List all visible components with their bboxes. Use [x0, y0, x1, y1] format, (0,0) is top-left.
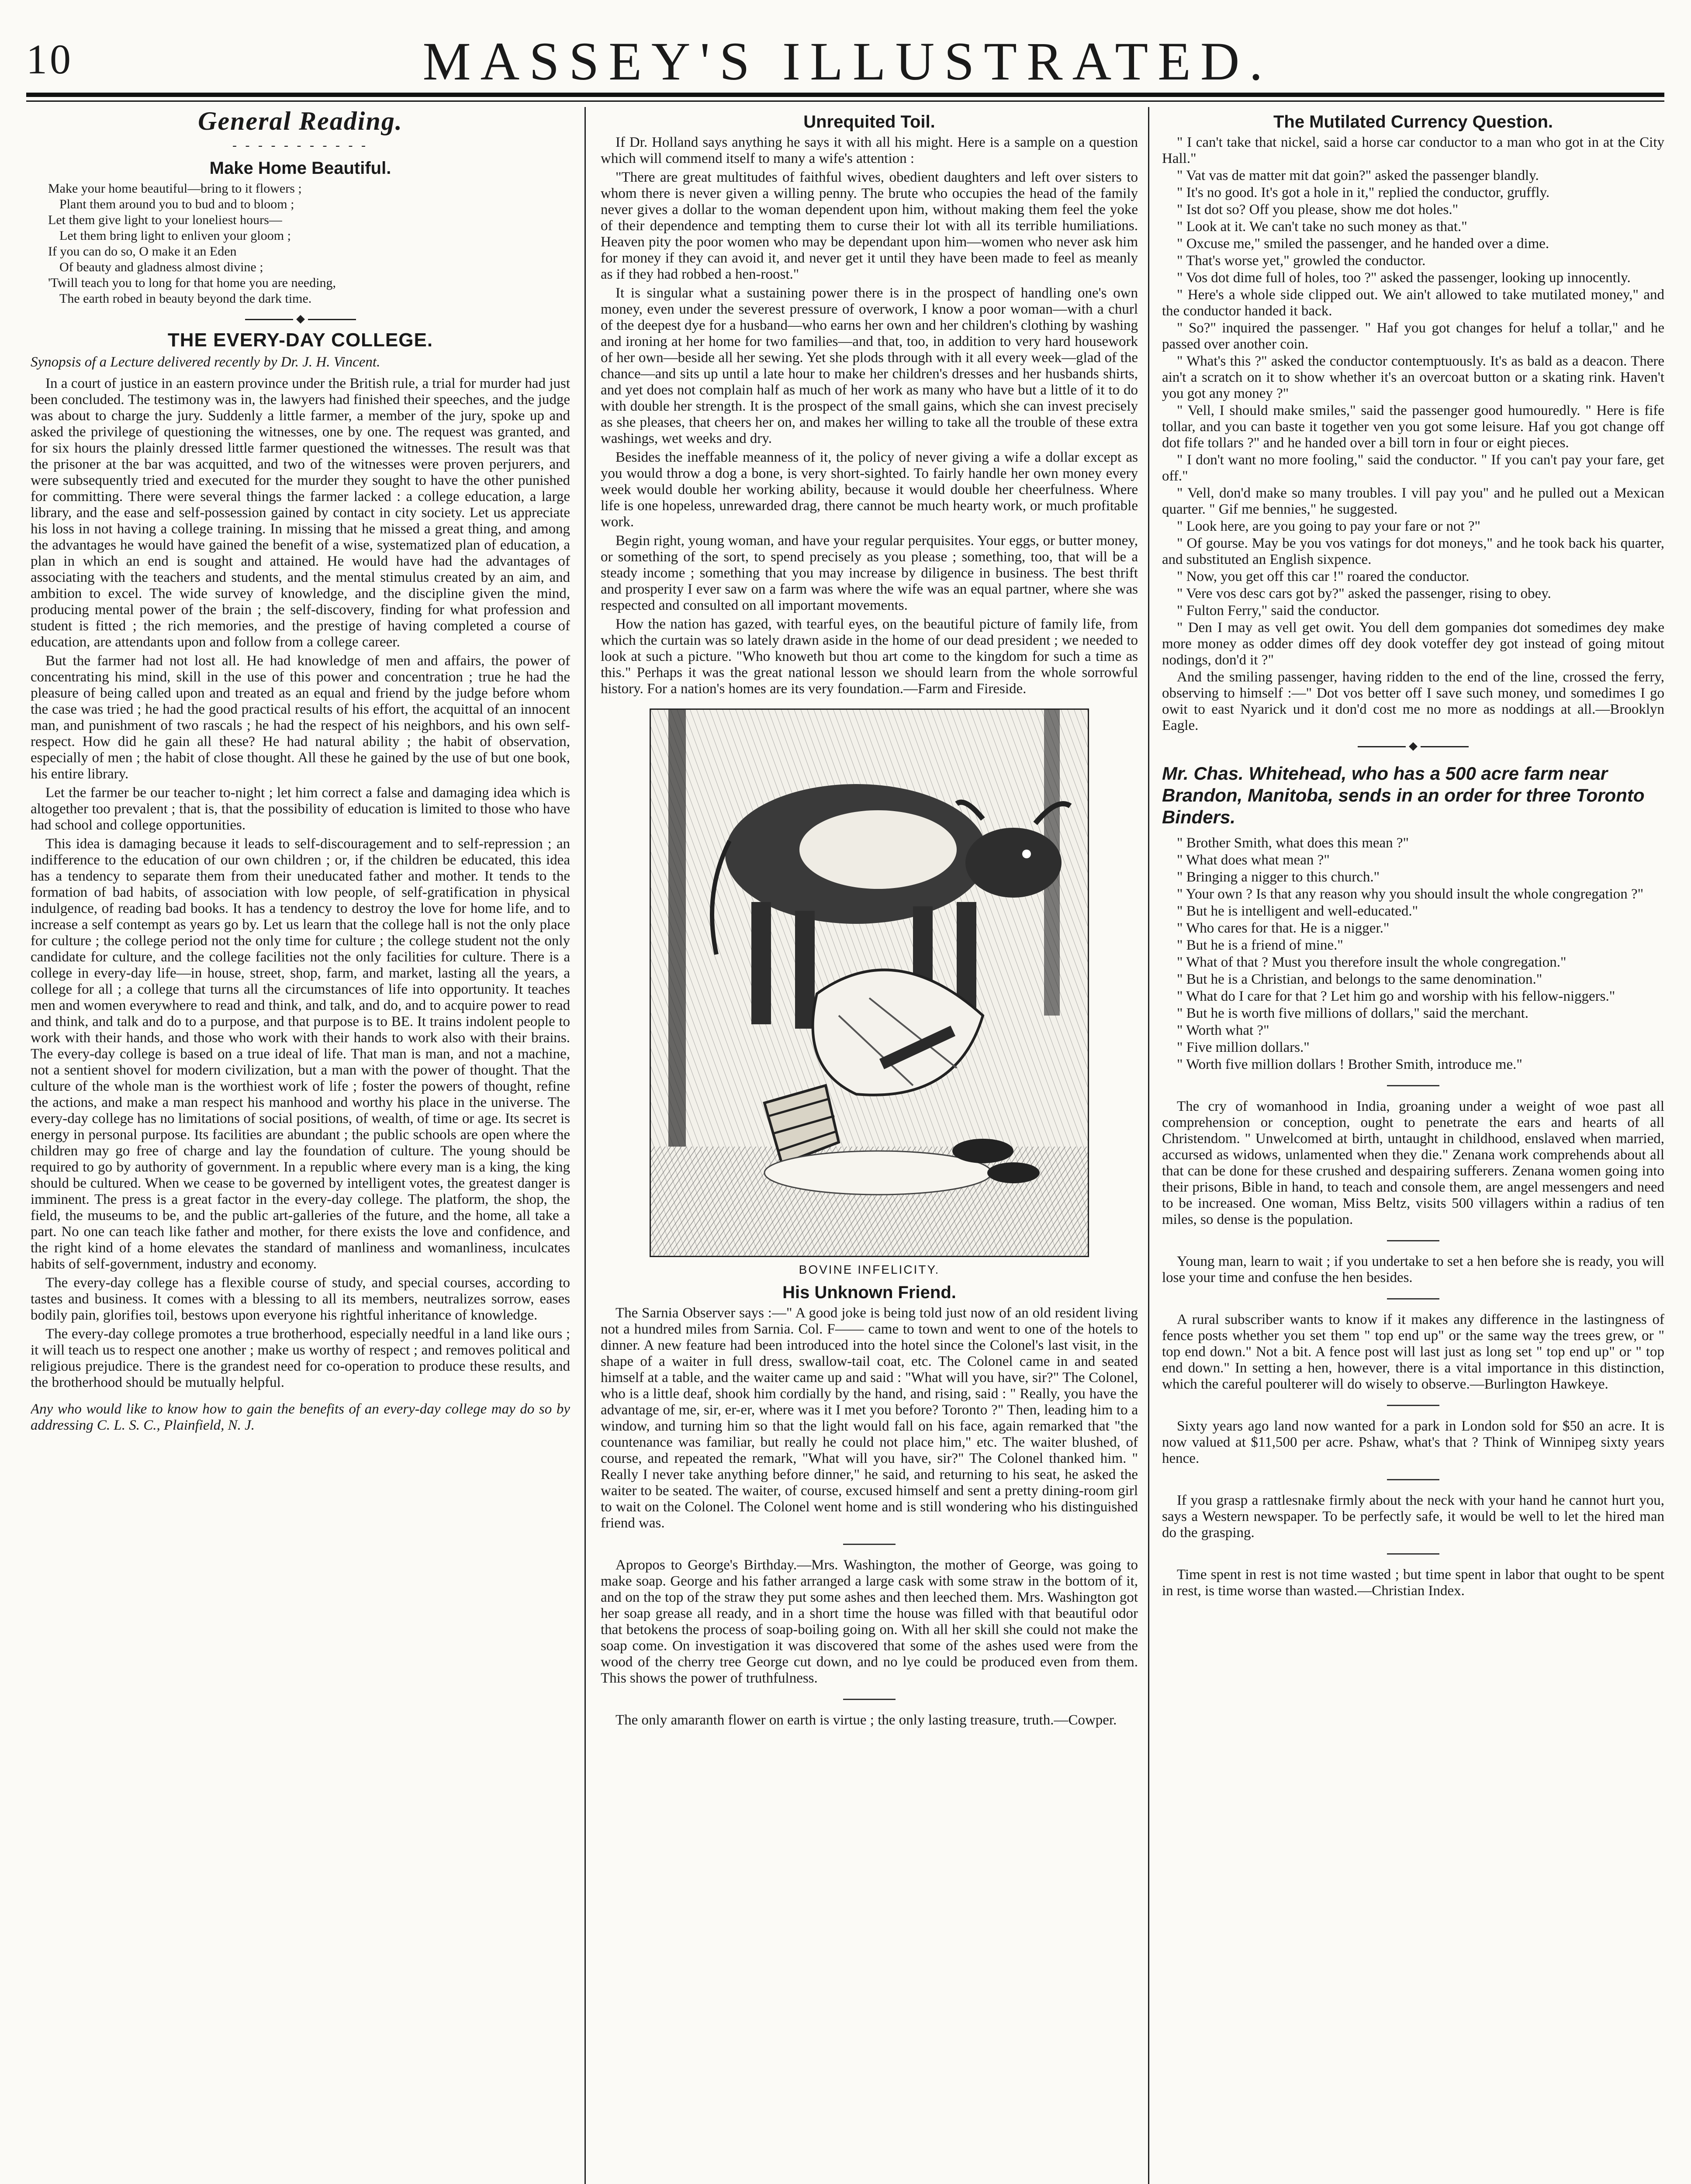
paragraph: This idea is damaging because it leads to self-discouragement and to self-repression ; an indifference to the education of our own children ; or, if the children be educated, this idea has a tendency to separate them from their uneducated father and mother. It tends to the formation of bad habits, of association with low people, of self-gratification in physical indulgence, of reading bad books. It has a tendency to destroy the love for home life, and to increase a self contempt as years go by. Let us learn that the college hall is not the only place for culture ; the college period not the only time for culture ; the college student not the only candidate for culture, and the college facilities not the only facilities for culture. There is a college in every-day life—in house, street, shop, farm, and market, lasting all the years, a college for all ; a college that turns all the circumstances of life into opportunity. It teaches men and women everywhere to read and think, and talk, and do, and to acquire power to read and think, and talk and do to a purpose, and that purpose is to BE. It trains indolent people to work with their hands, and those who work with their hands to work also with their brains. The every-day college is based on a true ideal of life. That man is man, and not a machine, not a sentient shovel for modern civilization, but a man with the power of thought. That the culture of the whole man is the worthiest work of life ; foster the powers of thought, refine the actions, and make a man respect his manhood and worthy his place in the universe. The every-day college has no limitations of social positions, of wealth, of time or age. Its secret is energy in personal purpose. Its facilities are abundant ; the public schools are open where the children may go free of charge and lay the foundation of culture. The young should be required to go by authority of government. In a republic where every man is a king, the king should be cultured. When we cease to be governed by intelligent votes, the greatest danger is imminent. The press is a great factor in the every-day college. The platform, the shop, the field, the museums to be, and the public art-galleries of the future, and the home, all take a part. No one can teach like father and mother, for there exists the love and confidence, and the right kind of a home elevates the standard of manliness and womanliness, inculcates habits of self-government, industry and economy. [31, 836, 570, 1272]
dialogue-line: " Here's a whole side clipped out. We ain't allowed to take mutilated money," and the conductor handed it back. [1162, 287, 1664, 319]
footnote: Any who would like to know how to gain the benefits of an every-day college may do so by addressing C. L. S. C., Plainfield, N. J. [31, 1401, 570, 1433]
paragraph: Apropos to George's Birthday.—Mrs. Washington, the mother of George, was going to make soap. George and his father arranged a large cask with some straw in the bottom of it, and on the top of the straw they put some ashes and then leeched them. Mrs. Washington got her soap grease all ready, and in a short time the house was filled with that beautiful odor that betokens the process of soap-boiling going on. With all her skill she could not make the soap come. On investigation it was discovered that some of the ashes used were from the wood of the cherry tree George cut down, and no lye could be produced even from them. This shows the power of truthfulness. [601, 1557, 1138, 1686]
paragraph: The cry of womanhood in India, groaning under a weight of woe past all comprehension or conception, ought to penetrate the ears and hearts of all Christendom. " Unwelcomed at birth, untaught in childhood, enslaved when married, accursed as widows, unlamented when they die." Zenana work comprehends about all that can be done for these crushed and despairing sufferers. Zenana women going into their prisons, Bible in hand, to teach and console them, are angel messengers and need to be increased. One woman, Miss Beltz, visits 500 villagers within a radius of ten miles, so dense is the population. [1162, 1099, 1664, 1227]
short-rule [1387, 1298, 1439, 1299]
paragraph: A rural subscriber wants to know if it makes any difference in the lastingness of fence posts whether you set them " top end up" or the same way the trees grew, or " top end down." Not a bit. A fence post will last just as long set " top end up" or " top end down." In setting a hen, however, there is a vital importance in this distinction, which the careful poulterer will do wisely to observe.—Burlington Hawkeye. [1162, 1312, 1664, 1392]
dialogue-line: " Vell, don'd make so many troubles. I vill pay you" and he pulled out a Mexican quarter. " Gif me bennies," he suggested. [1162, 485, 1664, 517]
dialogue-line: " Of gourse. May be you vos vatings for dot moneys," and he took back his quarter, and substituted an English sixpence. [1162, 536, 1664, 567]
dialogue-line: " Worth five million dollars ! Brother Smith, introduce me." [1177, 1057, 1522, 1072]
ornament-divider [31, 316, 570, 322]
dialogue-line: " But he is a friend of mine." [1177, 937, 1343, 953]
section-title: General Reading. [198, 107, 403, 135]
short-rule [1387, 1085, 1439, 1086]
paragraph: The every-day college has a flexible course of study, and special courses, according to tastes and business. It comes with a blessing to all its members, neutralizes sorrow, eases bodily pain, glorifies toil, bestows upon everyone his rightful inheritance of knowledge. [31, 1275, 570, 1323]
poem-title: Make Home Beautiful. [209, 159, 391, 178]
dialogue-line: " But he is a Christian, and belongs to the same denomination." [1177, 971, 1542, 987]
paragraph: If you grasp a rattlesnake firmly about the neck with your hand he cannot hurt you, says a Western newspaper. To be perfectly safe, it would be well to let the hired man do the grasping. [1162, 1493, 1664, 1541]
page-header [26, 17, 1669, 96]
dialogue-line: " Now, you get off this car !" roared the conductor. [1177, 569, 1470, 584]
paragraph: The Sarnia Observer says :—" A good joke is being told just now of an old resident living not a hundred miles from Sarnia. Col. F—— came to town and went to one of the hotels to dinner. A new feature had been introduced into the hotel since the Colonel's last visit, in the shape of a waiter in full dress, swallow-tail coat, etc. The Colonel came in and seated himself at a table, and the waiter came up and said : "What will you have, sir?" The Colonel, who is a little deaf, shook him cordially by the hand, and rising, said : " Really, you have the advantage of me, sir, er-er, where was it I met you before? Toronto ?" Then, leading him to a window, and turning him so that the light would fall on his face, again remarked that "the countenance was familiar, but really he could not place him," etc. The waiter blushed, of course, and repeated the remark, "What will you have, sir?" The Colonel thanked him. " Really I never take anything before dinner," he said, and returning to his seat, he asked the waiter to be seated. The waiter, of course, excused himself and sent a pretty dining-room girl to wait on the Colonel. The Colonel went home and is still wondering who his distinguished friend was. [601, 1305, 1138, 1531]
column-divider [584, 107, 586, 2184]
article-title: The Mutilated Currency Question. [1273, 112, 1553, 131]
poem-line: 'Twill teach you to long for that home you are needing, [48, 276, 336, 290]
header-rule-thick [26, 93, 1664, 97]
header-rule-thin [26, 100, 1664, 102]
dialogue-line: " Vat vas de matter mit dat goin?" asked the passenger blandly. [1177, 168, 1539, 183]
dialogue-line: " Who cares for that. He is a nigger." [1177, 920, 1390, 936]
poem-line: The earth robed in beauty beyond the dark time. [59, 291, 312, 306]
dialogue-line: " Look here, are you going to pay your fare or not ?" [1177, 518, 1480, 534]
short-rule [1387, 1479, 1439, 1480]
dialogue-line: " What's this ?" asked the conductor contemptuously. It's as bald as a deacon. There ain't a scratch on it to show whether it's an overcoat button or a skating rink. Haven't you got any money ?" [1162, 353, 1664, 401]
paragraph: The every-day college promotes a true brotherhood, especially needful in a land like ours ; it will teach us to respect one another ; make us worthy of respect ; and removes political and religious prejudice. There is the grandest need for co-operation to produce these results, and the brotherhood should be mutually helpful. [31, 1326, 570, 1390]
dialogue-line: " Vere vos desc cars got by?" asked the passenger, rising to obey. [1177, 586, 1551, 601]
column-middle [601, 107, 1138, 2184]
short-rule [843, 1544, 896, 1545]
dialogue-line: " But he is intelligent and well-educated." [1177, 903, 1418, 919]
paragraph: In a court of justice in an eastern province under the British rule, a trial for murder had just been concluded. The testimony was in, the lawyers had finished their speeches, and the judge was about to charge the jury. Suddenly a little farmer, a member of the jury, spoke up and asked the privilege of questioning the witnesses, one by one. The request was granted, and for six hours the plainly dressed little farmer questioned the witnesses. The result was that the prisoner at the bar was acquitted, and two of the witnesses were proven perjurers, and were subsequently tried and executed for the murder they sought to have the other punished for committing. There were several things the farmer lacked : a college education, a large library, and the ease and self-possession gained by contact in city society. Let us appreciate his loss in not having a college training. In missing that he missed a great thing, and among the advantages he would have gained the benefit of a wise, systematized plan of education, a plan in which an end is sought and attained. He would have had the advantages of associating with the teachers and students, and the mental stimulus created by an aim, and ambition to excel. The wide survey of knowledge, and the discipline given the mind, producing mental power of the brain ; the self-discovery, finding for what profession and student is fitted ; the rich memories, and the prestige of having completed a course of education, are attendants upon and follow from a college career. [31, 376, 570, 650]
illustration [650, 708, 1089, 1257]
poem-line: Plant them around you to bud and to bloom ; [59, 197, 294, 211]
dialogue-line: " Den I may as vell get owit. You dell dem gompanies dot somedimes dey make more money as odder dimes off dey dook voteffer dey got instead of going mitout nodings, don'd it ?" [1162, 620, 1664, 668]
paragraph: But the farmer had not lost all. He had knowledge of men and affairs, the power of concentrating his mind, skill in the use of this power and concentration ; true he had the pleasure of being called upon and treated as an equal and friend by the judge before whom the case was tried ; he had the good practical results of his effort, the acquittal of an innocent man, and punishment of two rascals ; he had the respect of his neighbors, and his own self-respect. How did he gain all these? He had natural ability ; the habit of observation, especially of men ; the habit of close thought. All these he gained by the use of but one book, his entire library. [31, 653, 570, 782]
paragraph: Young man, learn to wait ; if you undertake to set a hen before she is ready, you will lose your time and confuse the hen besides. [1162, 1254, 1664, 1286]
column-divider [1148, 107, 1149, 2184]
column-left [31, 107, 570, 2184]
dialogue-line: " Your own ? Is that any reason why you should insult the whole congregation ?" [1177, 886, 1644, 902]
poem-line: Make your home beautiful—bring to it flowers ; [48, 181, 302, 196]
paragraph: Begin right, young woman, and have your regular perquisites. Your eggs, or butter money, or something of the sort, to spend precisely as you please ; something, too, that will be a steady income ; something that you may increase by diligence in business. The best thrift and prosperity I ever saw on a farm was where the wife was an equal partner, where she was respected and consulted on all important movements. [601, 533, 1138, 613]
dialogue-line: " What does what mean ?" [1177, 852, 1330, 868]
dialogue-line: And the smiling passenger, having ridden to the end of the line, crossed the ferry, observing to himself :—" Dot vos better off I save such money, und somedimes I go owit to east Nyarick und it don'd cost me no more as noddings at all.—Brooklyn Eagle. [1162, 669, 1664, 733]
paragraph: The only amaranth flower on earth is virtue ; the only lasting treasure, truth.—Cowper. [616, 1712, 1117, 1728]
short-rule [1387, 1405, 1439, 1406]
short-rule [1387, 1240, 1439, 1241]
paragraph: Let the farmer be our teacher to-night ; let him correct a false and damaging idea which is altogether too prevalent ; that is, that the possibility of education is limited to those who have had school and college opportunities. [31, 785, 570, 833]
article-title: THE EVERY-DAY COLLEGE. [167, 329, 433, 351]
article-title: His Unknown Friend. [782, 1283, 956, 1302]
paragraph: "There are great multitudes of faithful wives, obedient daughters and left over sisters to whom there is never given a willing penny. The brute who occupies the head of the family never gives a dollar to the woman dependent upon him, without making them feel the yoke of their dependence and tempting them to curse their lot with all its terrible humiliations. Heaven pity the poor women who may be dependant upon him—women who never ask him for money if they can avoid it, and never get it until they have been made to feel as meanly as if they had robbed a hen-roost." [601, 169, 1138, 282]
ornament-divider [1162, 743, 1664, 750]
paragraph: Time spent in rest is not time wasted ; but time spent in labor that ought to be spent in rest, is time worse than wasted.—Christian Index. [1162, 1567, 1664, 1599]
column-right [1162, 107, 1664, 2184]
short-rule [1387, 1553, 1439, 1555]
cow-illustration [651, 710, 1088, 1256]
advertisement-heading: Mr. Chas. Whitehead, who has a 500 acre farm near Brandon, Manitoba, sends in an order for three Toronto Binders. [1162, 763, 1645, 827]
poem-line: Of beauty and gladness almost divine ; [59, 260, 263, 274]
dialogue-line: " I don't want no more fooling," said the conductor. " If you can't pay your fare, get off." [1162, 452, 1664, 484]
dialogue-line: " Worth what ?" [1177, 1023, 1269, 1038]
paragraph: How the nation has gazed, with tearful eyes, on the beautiful picture of family life, from which the curtain was so lately drawn aside in the home of our dead president ; we needed to look at such a picture. "Who knoweth but thou art come to the kingdom for such a time as this." Perhaps it was the great national lesson we should learn from the whole sorrowful history. For a nation's homes are its very foundation.—Farm and Fireside. [601, 616, 1138, 697]
dialogue-line: " Fulton Ferry," said the conductor. [1177, 603, 1380, 619]
paragraph: Sixty years ago land now wanted for a park in London sold for $50 an acre. It is now valued at $11,500 per acre. Pshaw, what's that ? Think of Winnipeg sixty years hence. [1162, 1418, 1664, 1466]
poem-line: Let them bring light to enliven your gloom ; [59, 228, 291, 243]
dialogue-line: " What of that ? Must you therefore insult the whole congregation." [1177, 954, 1567, 970]
figure-caption: BOVINE INFELICITY. [799, 1263, 940, 1276]
article-synopsis: Synopsis of a Lecture delivered recently by Dr. J. H. Vincent. [31, 354, 380, 370]
paragraph: It is singular what a sustaining power there is in the prospect of handling one's own money, even under the severest pressure of overwork, I know a poor woman—with a churl of the deepest dye for a husband—who earns her own and her children's clothing by washing and ironing at her home for two families—and that, too, in addition to very hard housework of her own—beside all her sewing. Yet she plods through with it all every week—glad of the chance—and sits up until a late hour to make her children's dresses and her husbands shirts, and yet does not complain half as much of her work as many who have but a little of it to do with double her strength. It is the prospect of the small gains, which she can invest precisely as she pleases, that cheers her on, and makes her willing to take all the trouble of these extra washings, wet weeks and dry. [601, 285, 1138, 446]
paragraph: If Dr. Holland says anything he says it with all his might. Here is a sample on a question which will commend itself to many a wife's attention : [601, 135, 1138, 166]
dialogue-line: " Oxcuse me," smiled the passenger, and he handed over a dime. [1177, 236, 1549, 252]
dialogue-line: " Vell, I should make smiles," said the passenger good humouredly. " Here is fife tollar, and you can baste it together ven you got some leisure. Haf you got change off dot fife tollars ?" and he handed over a bill torn in four or eight pieces. [1162, 403, 1664, 451]
dialogue-line: " That's worse yet," growled the conductor. [1177, 253, 1426, 269]
page-number: 10 [26, 36, 73, 83]
poem-line: If you can do so, O make it an Eden [48, 244, 237, 259]
short-rule [843, 1699, 896, 1700]
dialogue-line: " Five million dollars." [1177, 1040, 1310, 1055]
dialogue-line: " Vos dot dime full of holes, too ?" asked the passenger, looking up innocently. [1177, 270, 1631, 286]
poem-line: Let them give light to your loneliest hours— [48, 213, 282, 227]
article-title: Unrequited Toil. [803, 112, 935, 131]
dialogue-line: " So?" inquired the passenger. " Haf you got changes for heluf a tollar," and he passed over another coin. [1162, 320, 1664, 352]
poem [48, 181, 570, 307]
decorative-dashes: - - - - - - - - - - - [232, 138, 368, 152]
dialogue-line: " Look at it. We can't take no such money as that." [1177, 219, 1467, 235]
dialogue-line: " Ist dot so? Off you please, show me dot holes." [1177, 202, 1459, 218]
dialogue-line: " I can't take that nickel, said a horse car conductor to a man who got in at the City Hall." [1162, 135, 1664, 166]
dialogue-line: " But he is worth five millions of dollars," said the merchant. [1177, 1006, 1529, 1021]
masthead: MASSEY'S ILLUSTRATED. [422, 31, 1273, 91]
dialogue-line: " It's no good. It's got a hole in it," replied the conductor, gruffly. [1177, 185, 1550, 200]
paragraph: Besides the ineffable meanness of it, the policy of never giving a wife a dollar except as you would throw a dog a bone, is very short-sighted. To fairly handle her own money every week would double her working ability, because it would double her cheerfulness. Where life is one hopeless, unrewarded drag, there cannot be much hearty work, or much profitable work. [601, 449, 1138, 530]
dialogue-line: " What do I care for that ? Let him go and worship with his fellow-niggers." [1177, 988, 1615, 1004]
dialogue-line: " Bringing a nigger to this church." [1177, 869, 1380, 885]
dialogue-line: " Brother Smith, what does this mean ?" [1177, 835, 1409, 851]
